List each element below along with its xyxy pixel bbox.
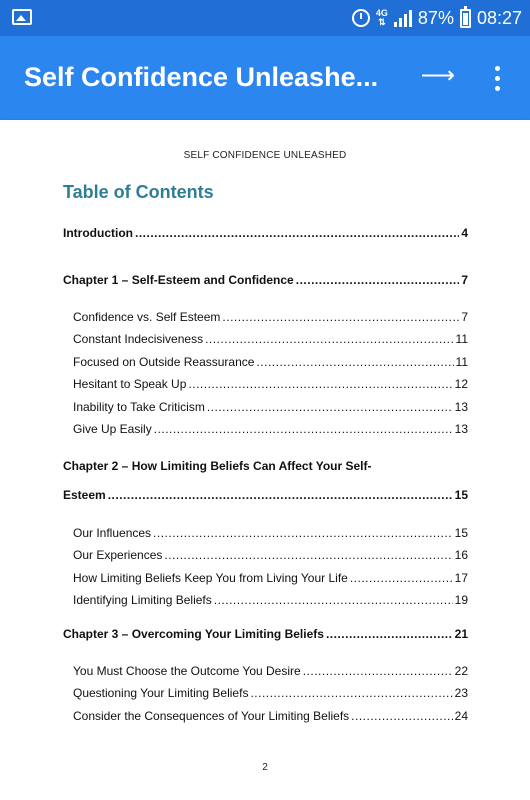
toc-entry[interactable] — [73, 332, 468, 346]
toc-entry-page: 7 — [461, 310, 468, 324]
toc-entry-page: 19 — [454, 593, 468, 607]
toc-entry-page: 15 — [454, 526, 468, 540]
toc-entry-label: Introduction — [63, 226, 133, 240]
toc-entry-page: 17 — [454, 571, 468, 585]
network-indicator — [376, 9, 388, 27]
toc-entry-page: 24 — [454, 709, 468, 723]
signal-icon — [394, 9, 412, 27]
overflow-menu-icon[interactable] — [482, 58, 512, 98]
toc-entry[interactable] — [73, 355, 468, 369]
toc-entry-chapter-1[interactable] — [63, 273, 468, 287]
toc-entry-page: 11 — [455, 332, 468, 346]
toc-entry-label: Our Influences — [73, 526, 152, 540]
toc-leader — [326, 627, 453, 641]
toc-entry-label: Give Up Easily — [73, 422, 152, 436]
network-type: 4G — [375, 8, 388, 18]
toc-entry-label: Constant Indecisiveness — [73, 332, 204, 346]
toc-entry-label: How Limiting Beliefs Keep You from Living Your Life — [73, 571, 348, 585]
toc-entry-label: Chapter 3 – Overcoming Your Limiting Beliefs — [63, 627, 324, 641]
toc-entry-page: 7 — [461, 273, 468, 287]
toc-entry-label: Inability to Take Criticism — [73, 400, 205, 414]
status-icons — [352, 0, 522, 36]
page-number: 2 — [262, 762, 268, 773]
toc-entry[interactable] — [73, 422, 468, 436]
toc-leader — [154, 422, 453, 436]
battery-percent: 87% — [417, 7, 454, 28]
data-arrows-icon: ⇅ — [378, 17, 386, 27]
document-page[interactable] — [0, 120, 530, 800]
image-icon — [12, 9, 32, 25]
toc-leader — [207, 400, 453, 414]
toc-leader — [153, 526, 453, 540]
toc-leader — [222, 310, 459, 324]
toc-entry-page: 4 — [461, 226, 468, 240]
toc-leader — [296, 273, 460, 287]
toc-entry-label: Consider the Consequences of Your Limiting Beliefs — [73, 709, 350, 723]
toc-entry-page: 22 — [454, 664, 468, 678]
toc-entry-page: 23 — [454, 686, 468, 700]
toc-entry[interactable] — [73, 709, 468, 723]
toc-leader — [351, 709, 452, 723]
clock: 08:27 — [476, 7, 522, 28]
toc-entry-page: 21 — [454, 627, 468, 641]
toc-entry[interactable] — [73, 400, 468, 414]
toc-entry[interactable] — [73, 664, 468, 678]
toc-leader — [108, 488, 453, 502]
toc-leader — [205, 332, 453, 346]
toc-entry-label: You Must Choose the Outcome You Desire — [73, 664, 301, 678]
running-head: SELF CONFIDENCE UNLEASHED — [183, 150, 347, 161]
toc-entry-page: 13 — [454, 400, 468, 414]
toc-leader — [214, 593, 453, 607]
toc-leader — [135, 226, 459, 240]
toc-entry-chapter-3[interactable] — [63, 627, 468, 641]
toc-entry[interactable] — [73, 571, 468, 585]
toc-leader — [303, 664, 453, 678]
app-title: Self Confidence Unleashe... — [24, 62, 379, 92]
toc-entry-label: Questioning Your Limiting Beliefs — [73, 686, 249, 700]
toc-entry-label: Confidence vs. Self Esteem — [73, 310, 221, 324]
toc-entry-label: Chapter 1 – Self-Esteem and Confidence — [63, 273, 294, 287]
toc-title: Table of Contents — [63, 182, 214, 202]
toc-entry-page: 13 — [454, 422, 468, 436]
toc-entry[interactable] — [73, 548, 468, 562]
toc-leader — [350, 571, 453, 585]
app-bar — [0, 36, 530, 120]
toc-entry[interactable] — [73, 377, 468, 391]
toc-entry-page: 16 — [454, 548, 468, 562]
alarm-icon — [352, 9, 370, 27]
status-bar — [0, 0, 530, 36]
toc-entry-label: Our Experiences — [73, 548, 163, 562]
toc-entry-page: 15 — [454, 488, 468, 502]
toc-entry-label: Focused on Outside Reassurance — [73, 355, 255, 369]
toc-leader — [164, 548, 452, 562]
toc-entry-page: 12 — [454, 377, 468, 391]
toc-entry-chapter-2-line1[interactable]: Chapter 2 – How Limiting Beliefs Can Affect Your Self- — [63, 459, 372, 473]
battery-icon — [460, 9, 471, 28]
toc-entry[interactable] — [73, 526, 468, 540]
toc-leader — [250, 686, 452, 700]
toc-entry[interactable] — [73, 310, 468, 324]
toc-entry-introduction[interactable] — [63, 226, 468, 240]
toc-entry-label: Hesitant to Speak Up — [73, 377, 187, 391]
long-arrow-right-icon[interactable]: ⟶ — [420, 62, 456, 89]
toc-entry-label: Identifying Limiting Beliefs — [73, 593, 212, 607]
toc-leader — [188, 377, 452, 391]
toc-entry-page: 11 — [455, 355, 468, 369]
toc-entry[interactable] — [73, 593, 468, 607]
toc-entry-chapter-2[interactable] — [63, 488, 468, 502]
toc-entry-label: Esteem — [63, 488, 106, 502]
toc-entry[interactable] — [73, 686, 468, 700]
toc-leader — [256, 355, 453, 369]
